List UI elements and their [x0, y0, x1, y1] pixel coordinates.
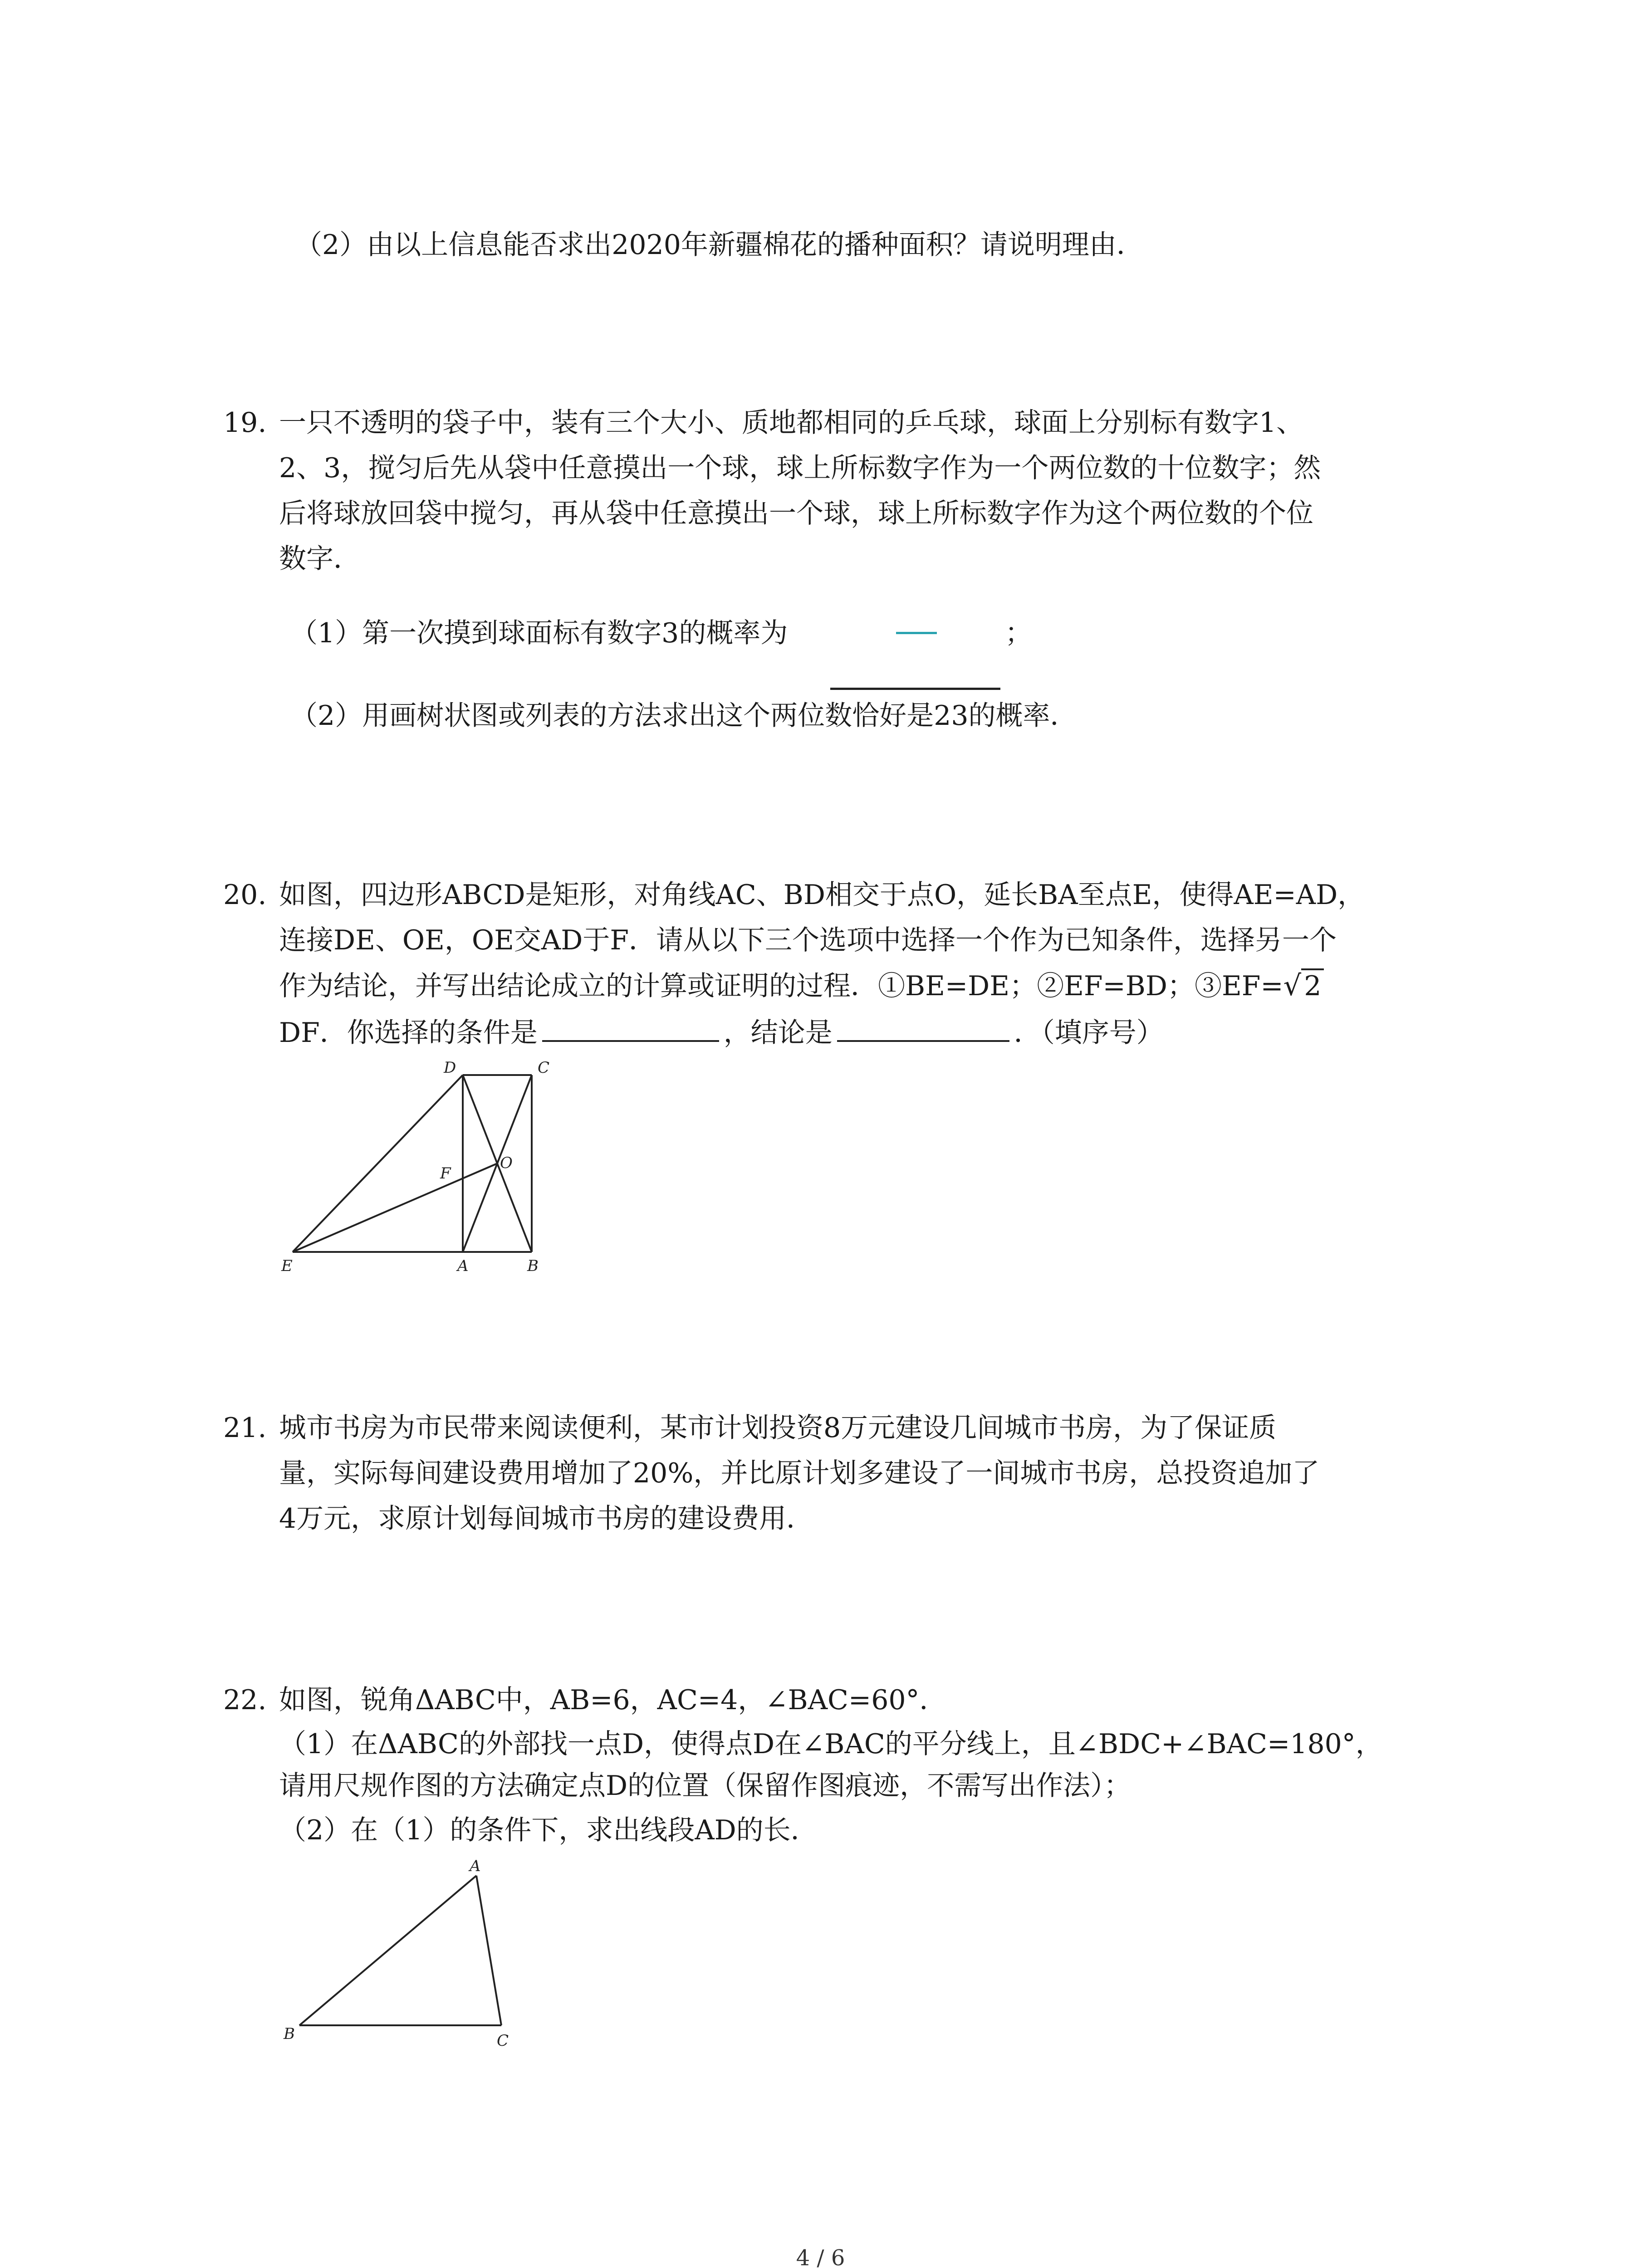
q21-line3: 4万元，求原计划每间城市书房的建设费用．: [279, 1503, 814, 1535]
q20-line2: 连接DE、OE，OE交AD于F．请从以下三个选项中选择一个作为已知条件，选择另一个: [279, 924, 1337, 956]
label-b: B: [527, 1257, 539, 1275]
label-c: C: [538, 1059, 550, 1077]
q22-line3: 请用尺规作图的方法确定点D的位置（保留作图痕迹，不需写出作法）；: [279, 1770, 1132, 1802]
q22-figure: [272, 1851, 526, 2059]
q20-line4: [279, 1013, 1164, 1051]
q19-part1: [290, 615, 788, 651]
label-e: E: [281, 1257, 293, 1275]
label-b: B: [284, 2025, 295, 2043]
q22-line1: 如图，锐角ΔABC中，AB=6，AC=4，∠BAC=60°．: [279, 1684, 947, 1716]
sqrt-radicand: 2: [1301, 968, 1324, 1002]
q19-part1-end: ；: [1005, 617, 1032, 649]
q19-number: 19.: [223, 407, 267, 439]
q21-line2: 量，实际每间建设费用增加了20%，并比原计划多建设了一间城市书房，总投资追加了: [279, 1457, 1320, 1489]
conclusion-blank[interactable]: [837, 1013, 1009, 1042]
segment-eo: [293, 1163, 497, 1252]
q22-line2: （1）在ΔABC的外部找一点D，使得点D在∠BAC的平分线上，且∠BDC+∠BAC=180°，: [279, 1728, 1383, 1760]
condition-blank[interactable]: [542, 1013, 719, 1042]
q19-line4: 数字．: [279, 543, 361, 575]
label-a: A: [470, 1857, 481, 1875]
segment-de: [293, 1075, 463, 1252]
q19-answer-fraction-bar: [896, 632, 937, 634]
q21-line1: 城市书房为市民带来阅读便利，某市计划投资8万元建设几间城市书房，为了保证质: [279, 1412, 1277, 1444]
q20-number: 20.: [223, 879, 267, 911]
q20-figure: [263, 1057, 581, 1275]
q20-line4-text-b: ，结论是: [723, 1017, 833, 1049]
label-o: O: [500, 1154, 513, 1172]
sqrt-symbol: √: [1283, 969, 1302, 1002]
label-f: F: [440, 1164, 451, 1183]
q20-line4-text-c: ．（填序号）: [1014, 1017, 1164, 1049]
q19-part1-text: （1）第一次摸到球面标有数字3的概率为: [290, 617, 788, 649]
label-d: D: [444, 1059, 456, 1077]
label-a: A: [457, 1257, 469, 1275]
q20-line3-text: 作为结论，并写出结论成立的计算或证明的过程．①BE=DE；②EF=BD；③EF=: [279, 970, 1283, 1002]
q20-line4-text-a: DF．你选择的条件是: [279, 1017, 538, 1049]
segment-ca: [476, 1876, 501, 2025]
segment-ab: [299, 1876, 476, 2025]
q20-line1: 如图，四边形ABCD是矩形，对角线AC、BD相交于点O，延长BA至点E，使得AE=AD，: [279, 879, 1365, 911]
q19-line2: 2、3，搅匀后先从袋中任意摸出一个球，球上所标数字作为一个两位数的十位数字；然: [279, 452, 1321, 484]
q22-number: 22.: [223, 1684, 267, 1716]
q19-line3: 后将球放回袋中搅匀，再从袋中任意摸出一个球，球上所标数字作为这个两位数的个位: [279, 498, 1313, 529]
q22-line4: （2）在（1）的条件下，求出线段AD的长．: [279, 1814, 818, 1846]
q19-answer-blank[interactable]: [830, 688, 1000, 690]
page-number: 4 / 6: [796, 2245, 845, 2268]
q18-part2: （2）由以上信息能否求出2020年新疆棉花的播种面积？请说明理由．: [295, 229, 1144, 261]
q20-line3: [279, 968, 1324, 1004]
q21-number: 21.: [223, 1412, 267, 1444]
label-c: C: [497, 2032, 509, 2050]
q19-line1: 一只不透明的袋子中，装有三个大小、质地都相同的乒乓球，球面上分别标有数字1、: [279, 407, 1304, 439]
q19-part2: （2）用画树状图或列表的方法求出这个两位数恰好是23的概率．: [290, 700, 1078, 732]
